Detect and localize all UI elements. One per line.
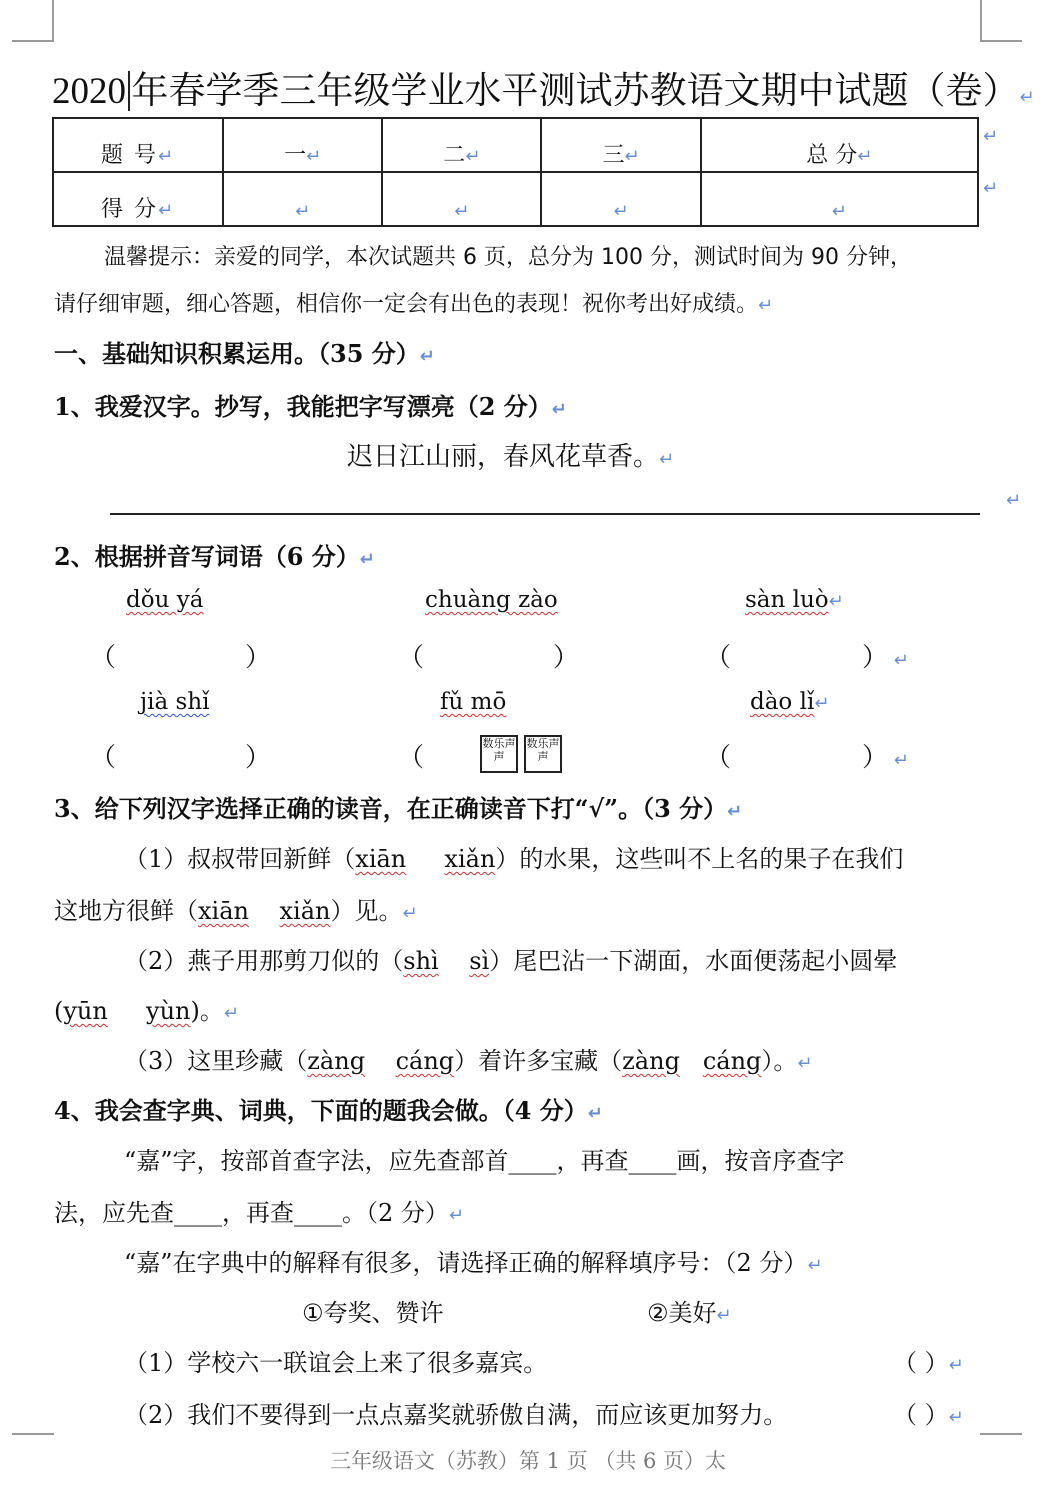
q4-line-1: “嘉”字，按部首查字法，应先查部首____，再查____画，按音序查字: [124, 1147, 845, 1175]
q4-line-2: 法，应先查____，再查____。（2 分）↵: [54, 1199, 464, 1227]
score-table-header-row: [53, 118, 978, 172]
score-input-cell[interactable]: ↵: [701, 172, 978, 226]
return-mark-icon: ↵: [983, 178, 999, 199]
q4-option-1: ①夸奖、赞许: [302, 1299, 444, 1327]
q4-answer-blank-2[interactable]: （ ）↵: [893, 1401, 964, 1429]
score-cell: 总 分↵: [701, 118, 978, 172]
answer-paren-open[interactable]: （: [90, 643, 117, 673]
tip-line-1: 温馨提示：亲爱的同学，本次试题共 6 页，总分为 100 分，测试时间为 90 分钟，: [104, 245, 912, 270]
score-cell: 一↵: [223, 118, 382, 172]
q3-line-4: (yūn yùn)。↵: [54, 997, 239, 1025]
score-input-cell[interactable]: ↵: [223, 172, 382, 226]
crop-mark-top-right-v: [980, 0, 982, 42]
page-footer: 三年级语文（苏教）第 1 页 （共 6 页）太: [329, 1449, 727, 1473]
pinyin-1: dǒu yá: [126, 587, 204, 613]
sound-icons: [480, 735, 568, 773]
title-year: 2020: [52, 71, 126, 112]
pinyin-4: jià shǐ: [140, 689, 210, 715]
q4-sentence-2: （2）我们不要得到一点点嘉奖就骄傲自满，而应该更加努力。: [124, 1401, 788, 1429]
pinyin-3: sàn luò↵: [745, 587, 844, 613]
text-cursor: [128, 71, 130, 111]
score-cell: 得 分↵: [53, 172, 223, 226]
section-heading: 一、基础知识积累运用。（35 分）↵: [54, 339, 435, 368]
question-4-prompt: 4、我会查字典、词典，下面的题我会做。（4 分）↵: [54, 1096, 603, 1125]
sound-icon[interactable]: 数乐声声: [480, 735, 518, 773]
crop-mark-top-left-v: [52, 0, 54, 42]
score-table: [52, 117, 979, 227]
q4-line-3: “嘉”在字典中的解释有很多，请选择正确的解释填序号：（2 分）↵: [124, 1249, 823, 1277]
tip-line-2: 请仔细审题，细心答题，相信你一定会有出色的表现！祝你考出好成绩。↵: [54, 292, 774, 317]
q4-option-2: ②美好↵: [647, 1299, 732, 1327]
pinyin-6: dào lǐ↵: [750, 689, 830, 715]
answer-paren-open[interactable]: （: [705, 643, 732, 673]
answer-paren-open[interactable]: （: [705, 743, 732, 773]
q4-answer-blank-1[interactable]: （ ）↵: [893, 1349, 964, 1377]
answer-paren-open[interactable]: （: [398, 643, 425, 673]
score-cell: 二↵: [382, 118, 541, 172]
return-mark-icon: ↵: [983, 126, 999, 147]
score-table-score-row: [53, 172, 978, 226]
question-1-prompt: 1、我爱汉字。抄写，我能把字写漂亮（2 分）↵: [54, 392, 567, 421]
question-2-prompt: 2、根据拼音写词语（6 分）↵: [54, 542, 375, 571]
answer-paren-close[interactable]: ） ↵: [862, 643, 909, 673]
answer-paren-close[interactable]: ）: [245, 743, 272, 773]
question-3-prompt: 3、给下列汉字选择正确的读音，在正确读音下打“√”。（3 分）↵: [54, 794, 743, 823]
answer-paren-open[interactable]: （: [398, 743, 425, 773]
q4-sentence-1: （1）学校六一联谊会上来了很多嘉宾。: [124, 1349, 548, 1377]
q3-line-3: （2）燕子用那剪刀似的（shì sì）尾巴沾一下湖面，水面便荡起小圆晕: [124, 947, 898, 975]
score-cell: 三↵: [541, 118, 700, 172]
q3-line-1: （1）叔叔带回新鲜（xiān xiǎn）的水果，这些叫不上名的果子在我们: [124, 845, 904, 873]
score-cell: 题 号↵: [53, 118, 223, 172]
q3-line-2: 这地方很鲜（xiān xiǎn）见。↵: [54, 897, 418, 925]
crop-mark-top-left-h: [12, 40, 54, 42]
sound-icon[interactable]: 数乐声声: [524, 735, 562, 773]
return-mark-icon: ↵: [1006, 490, 1022, 511]
crop-mark-bottom-right-h: [980, 1433, 1022, 1435]
answer-paren-close[interactable]: ） ↵: [862, 743, 909, 773]
score-input-cell[interactable]: ↵: [382, 172, 541, 226]
pinyin-2: chuàng zào: [425, 587, 558, 613]
answer-paren-close[interactable]: ）: [245, 643, 272, 673]
poem-line: 迟日江山丽，春风花草香。↵: [347, 442, 675, 472]
score-input-cell[interactable]: ↵: [541, 172, 700, 226]
answer-paren-close[interactable]: ）: [553, 643, 580, 673]
pinyin-5: fǔ mō: [440, 689, 507, 715]
crop-mark-bottom-left-h: [12, 1433, 54, 1435]
crop-mark-top-right-h: [980, 40, 1022, 42]
answer-line[interactable]: [110, 513, 980, 515]
page-title: [52, 60, 1035, 114]
answer-paren-open[interactable]: （: [90, 743, 117, 773]
return-mark-icon: ↵: [1019, 87, 1035, 108]
title-text: 年春学季三年级学业水平测试苏教语文期中试题（卷）: [131, 69, 1020, 112]
q3-line-5: （3）这里珍藏（zàng cáng）着许多宝藏（zàng cáng）。↵: [124, 1047, 813, 1075]
